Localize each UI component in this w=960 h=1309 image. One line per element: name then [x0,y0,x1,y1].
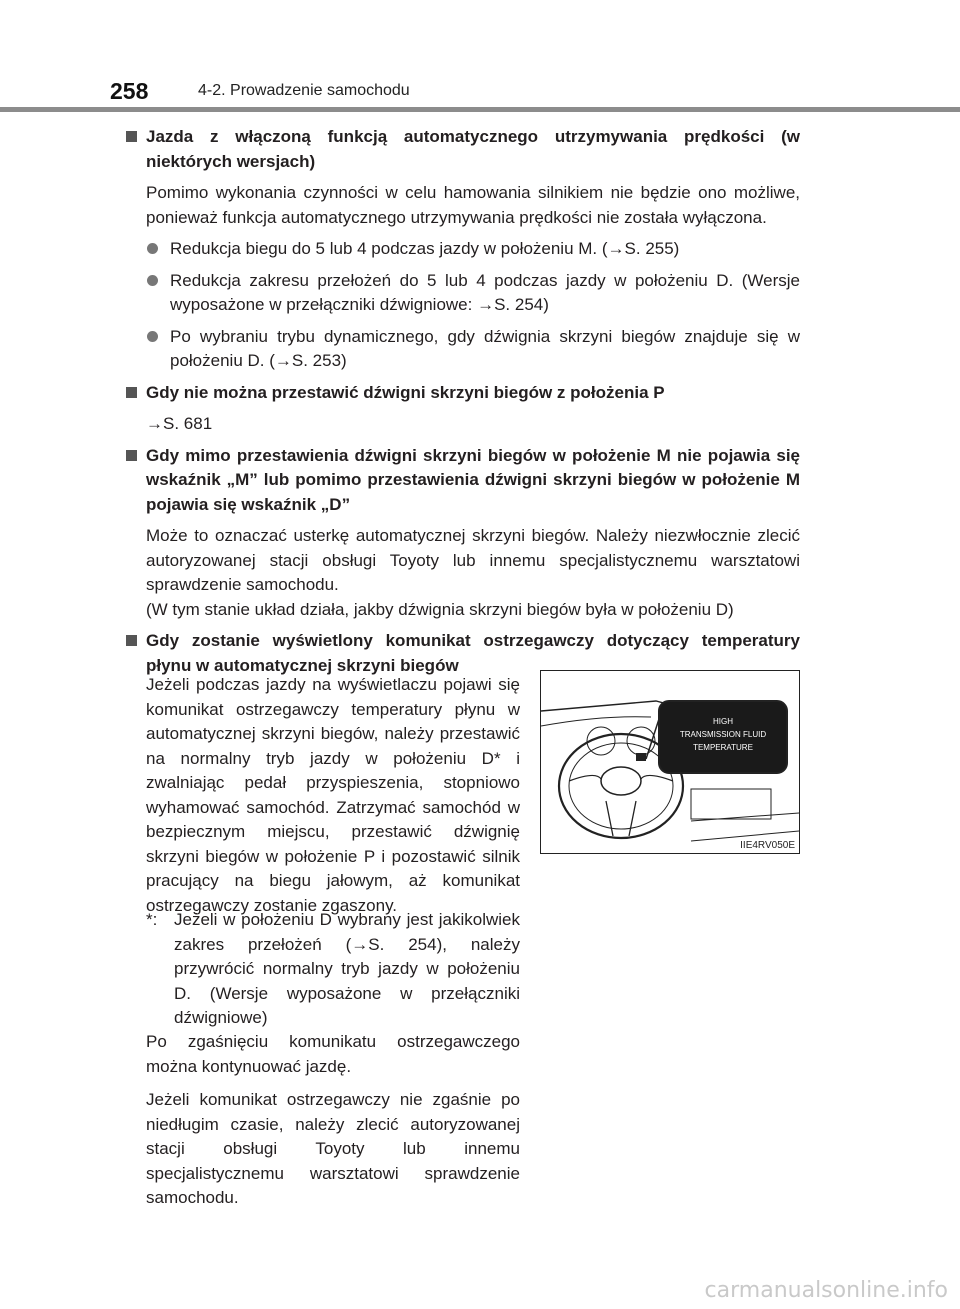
paragraph: Może to oznaczać usterkę automatycznej skrzyni biegów. Należy niezwłocznie zlecić autoryzowanej stacji obsługi Toyoty lub innemu specjalistycznemu warsztatowi sprawdzenie samochodu. [146,526,800,594]
display-text-line1: HIGH [713,717,733,726]
heading-text: Gdy mimo przestawienia dźwigni skrzyni biegów w położenie M nie pojawia się wskaźnik „M” lub pomimo przestawienia dźwigni skrzyni biegów w położenie M pojawia się wskaźnik „D” [146,445,800,514]
square-bullet-icon [126,131,137,142]
heading-text: Gdy zostanie wyświetlony komunikat ostrzegawczy dotyczący temperatury płynu w automatycznej skrzyni biegów [146,631,800,675]
heading-cannot-shift-from-p [130,381,800,406]
display-text-line2: TRANSMISSION FLUID [679,730,767,739]
square-bullet-icon [126,635,137,646]
square-bullet-icon [126,450,137,461]
display-indicator-icon [636,753,646,761]
page-reference: →S. 681 [146,414,213,433]
bullet-text: Redukcja biegu do 5 lub 4 podczas jazdy w położeniu M. (→S. 255) [170,239,680,258]
gauge-icon [587,727,655,755]
main-content [130,125,800,685]
bullet-item [130,269,800,318]
footnote [146,908,520,1031]
footnote-marker: *: [146,910,158,929]
page-number: 258 [110,78,149,104]
dashboard-illustration [540,670,800,854]
section-title: 4-2. Prowadzenie samochodu [198,82,410,99]
footnote-text: Jeżeli w położeniu D wybrany jest jakikolwiek zakres przełożeń (→S. 254), należy przywrócić normalny tryb jazdy w położeniu D. (Wersje wyposażone w przełączniki dźwigniowe) [174,910,520,1027]
bullet-text: Redukcja zakresu przełożeń do 5 lub 4 podczas jazdy w położeniu D. (Wersje wyposażone w przełączniki dźwigniowe: →S. 254) [170,270,800,314]
square-bullet-icon [126,387,137,398]
watermark: carmanualsonline.info [704,1278,948,1303]
heading-text: Gdy nie można przestawić dźwigni skrzyni biegów z położenia P [146,382,665,402]
bullet-item [130,237,800,262]
paragraph: Pomimo wykonania czynności w celu hamowania silnikiem nie będzie ono możliwe, ponieważ funkcja automatycznego utrzymywania prędkości nie została wyłączona. [146,183,800,227]
paragraph-warning: Jeżeli podczas jazdy na wyświetlaczu pojawi się komunikat ostrzegawczy temperatury płynu w automatycznej skrzyni biegów, należy przestawić na normalny tryb jazdy w położeniu D* i zwalniając pedał przyspieszenia, stopniowo wyhamować samochód. Zatrzymać samochód w bezpiecznym miejscu, przestawić dźwignię skrzyni biegów w położenie P i pozostawić silnik pracujący na biegu jałowym, aż komunikat ostrzegawczy zostanie zgaszony. [146,675,520,915]
circle-bullet-icon [147,275,158,286]
heading-text: Jazda z włączoną funkcją automatycznego utrzymywania prędkości (w niektórych wersjach) [146,127,800,171]
heading-m-indicator [130,444,800,518]
paragraph: (W tym stanie układ działa, jakby dźwignia skrzyni biegów była w położeniu D) [146,599,734,619]
bullet-item [130,325,800,374]
bullet-text: Po wybraniu trybu dynamicznego, gdy dźwignia skrzyni biegów znajduje się w położeniu D. (→S. 253) [170,326,800,370]
heading-cruise-control [130,125,800,174]
header-rule [0,107,960,112]
paragraph: Jeżeli komunikat ostrzegawczy nie zgaśnie po niedługim czasie, należy zlecić autoryzowanej stacji obsługi Toyoty lub innemu specjalistycznemu warsztatowi sprawdzenie samochodu. [146,1090,520,1207]
circle-bullet-icon [147,243,158,254]
paragraph: Po zgaśnięciu komunikatu ostrzegawczego można kontynuować jazdę. [146,1032,520,1076]
dashboard-drawing [541,671,799,853]
circle-bullet-icon [147,331,158,342]
page-header [110,78,850,110]
figure-code: IIE4RV050E [740,840,795,851]
display-text-line3: TEMPERATURE [693,743,753,752]
